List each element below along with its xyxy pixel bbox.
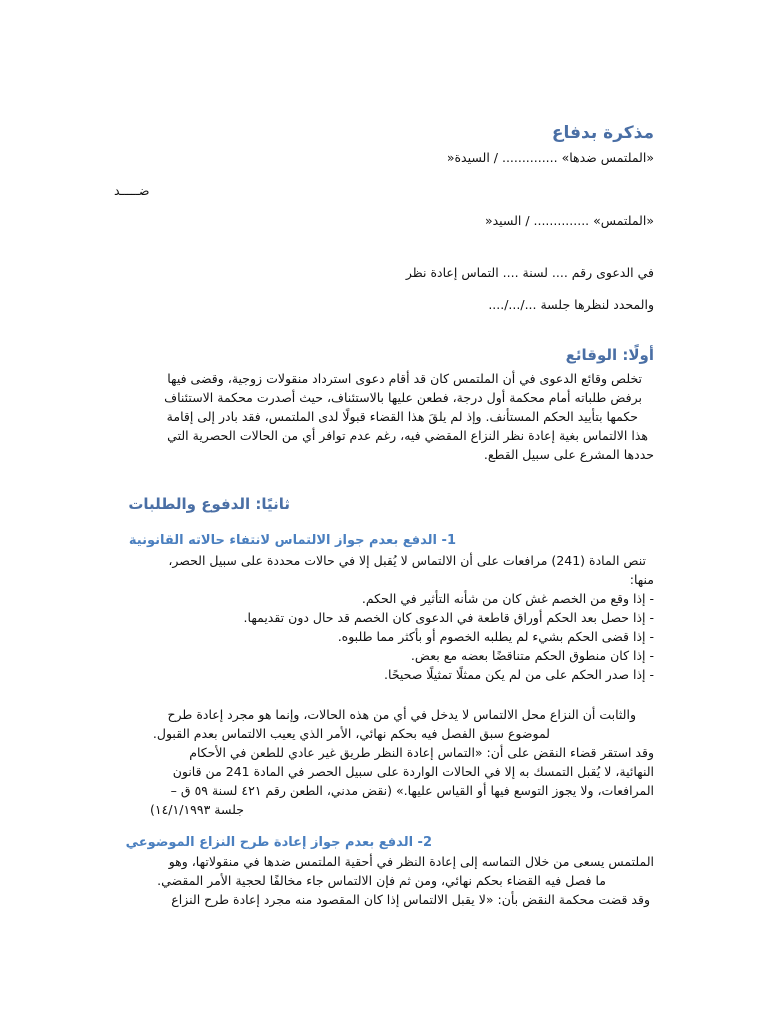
defense-1-paragraph-line: والثابت أن النزاع محل الالتماس لا يدخل في أي من هذه الحالات، وإنما هو مجرد إعادة طرح: [167, 707, 636, 722]
versus-label: ضـــــد: [114, 183, 150, 198]
defense-1-item: - إذا قضى الحكم بشيء لم يطلبه الخصوم أو بأكثر مما طلبوه.: [337, 629, 654, 644]
defense-1-paragraph-line: المرافعات، ولا يجوز التوسع فيها أو القياس عليها.» (نقض مدني، الطعن رقم ٤٢١ لسنة ٥٩ ق –: [170, 783, 654, 798]
defense-1-paragraph-line: جلسة ١٤/١/١٩٩٣): [149, 802, 244, 817]
facts-line: هذا الالتماس بغية إعادة نظر النزاع المقضي فيه، رغم عدم توافر أي من الحالات الحصرية التي: [167, 428, 648, 443]
facts-line: تخلص وقائع الدعوى في أن الملتمس كان قد أقام دعوى استرداد منقولات زوجية، وقضى فيها: [167, 371, 642, 386]
defense-1-item: - إذا حصل بعد الحكم أوراق قاطعة في الدعوى كان الخصم قد حال دون تقديمها.: [243, 610, 654, 625]
party-respondent-line: «الملتمس ضدها» .............. / السيدة«: [446, 150, 654, 165]
document-title: مذكرة بدفاع: [551, 123, 654, 143]
session-date-line: والمحدد لنظرها جلسة .../.../....: [488, 297, 654, 312]
facts-line: حددها المشرع على سبيل القطع.: [483, 447, 654, 462]
facts-line: حكمها بتأييد الحكم المستأنف. وإذ لم يلقَ هذا القضاء قبولًا لدى الملتمس، فقد بادر إلى إقامة: [166, 409, 638, 424]
defense-1-line: منها:: [629, 572, 654, 587]
party-petitioner-line: «الملتمس» .............. / السيد«: [484, 213, 654, 228]
facts-line: برفض طلباته أمام محكمة أول درجة، فطعن عليها بالاستئناف، حيث أصدرت محكمة الاستئناف: [164, 390, 642, 405]
defense-1-item: - إذا صدر الحكم على من لم يكن ممثلًا تمثيلًا صحيحًا.: [384, 667, 654, 682]
defense-1-item: - إذا كان منطوق الحكم متناقضًا بعضه مع بعض.: [410, 648, 654, 663]
section-facts-heading: أولًا: الوقائع: [565, 346, 654, 364]
defense-1-line: تنص المادة (241) مرافعات على أن الالتماس لا يُقبل إلا في حالات محددة على سبيل الحصر،: [168, 553, 646, 568]
defense-1-heading: 1- الدفع بعدم جواز الالتماس لانتفاء حالاته القانونية: [128, 533, 456, 548]
defense-1-item: - إذا وقع من الخصم غش كان من شأنه التأثير في الحكم.: [361, 591, 654, 606]
defense-1-paragraph-line: النهائية، لا يُقبل التمسك به إلا في الحالات الواردة على سبيل الحصر في المادة 241 من قانون: [172, 764, 654, 779]
defense-2-heading: 2- الدفع بعدم جواز إعادة طرح النزاع الموضوعي: [125, 835, 432, 850]
defense-2-line: الملتمس يسعى من خلال التماسه إلى إعادة النظر في أحقية الملتمس ضدها في منقولاتها، وهو: [168, 854, 654, 869]
defense-1-paragraph-line: لموضوع سبق الفصل فيه بحكم نهائي، الأمر الذي يعيب الالتماس بعدم القبول.: [152, 726, 550, 741]
defense-2-line: وقد قضت محكمة النقض بأن: «لا يقبل الالتماس إذا كان المقصود منه مجرد إعادة طرح النزاع: [171, 892, 650, 907]
case-number-line: في الدعوى رقم .... لسنة .... التماس إعادة نظر: [405, 265, 654, 280]
defense-1-paragraph-line: وقد استقر قضاء النقض على أن: «التماس إعادة النظر طريق غير عادي للطعن في الأحكام: [189, 745, 654, 760]
section-defenses-heading: ثانيًا: الدفوع والطلبات: [128, 495, 290, 513]
defense-2-line: ما فصل فيه القضاء بحكم نهائي، ومن ثم فإن الالتماس جاء مخالفًا لحجية الأمر المقضي.: [157, 873, 606, 888]
